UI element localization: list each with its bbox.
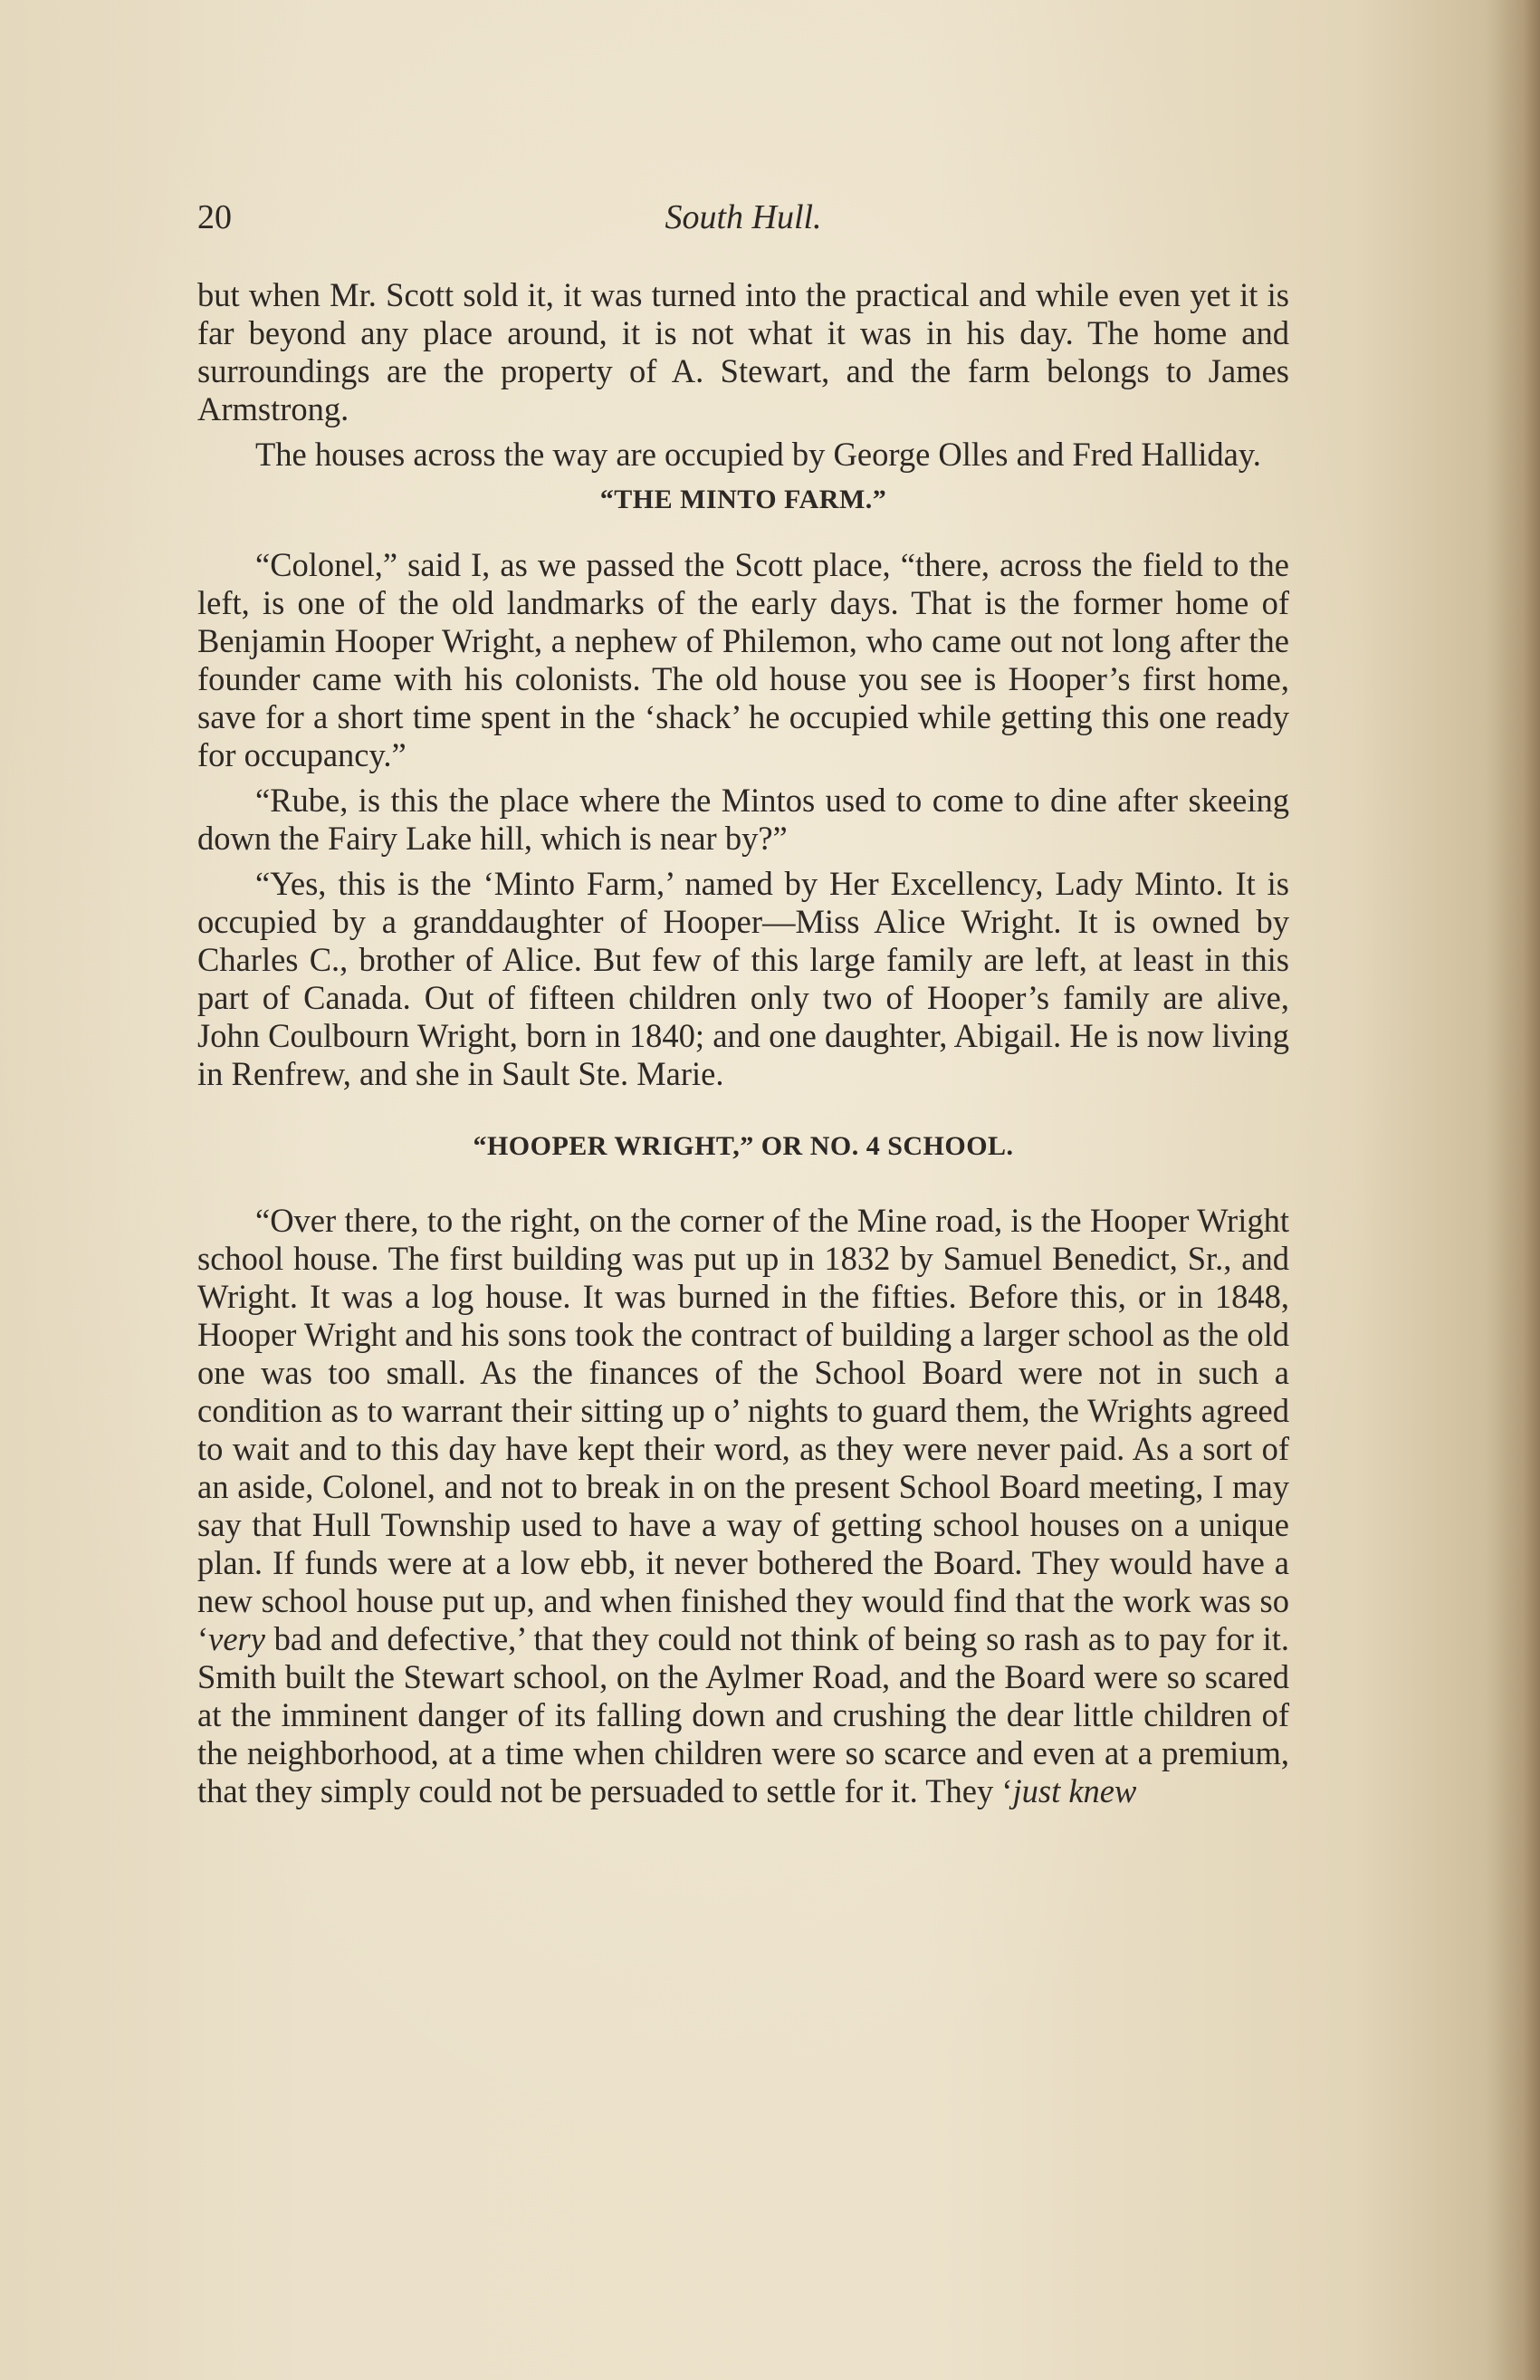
paragraph-colonel: “Colonel,” said I, as we passed the Scott place, “there, across the field to the left, is one of the old landmarks of the early days. That is the former home of Benjamin Hooper Wright, a nephew of Philemon, who came out not long after the founder came with his colonists. The old house you see is Hooper’s first home, save for a short time spent in the ‘shack’ he occupied while getting this one ready for occupancy.”: [197, 546, 1289, 773]
paragraph-school-text-2: bad and defective,’ that they could not think of being so rash as to pay for it. Smith built the Stewart school, on the Aylmer Road, and the Board were so scared at the imminent danger of its falling down and crushing the dear little children of the neighborhood, at a time when children were so scarce and even at a premium, that they simply could not be persuaded to settle for it. They ‘: [197, 1620, 1289, 1809]
section-heading-hooper-wright-school: “HOOPER WRIGHT,” OR NO. 4 SCHOOL.: [473, 1131, 1014, 1161]
page-header: [197, 190, 1289, 245]
page-body: [197, 276, 1289, 1818]
paragraph-school-text-1: “Over there, to the right, on the corner of the Mine road, is the Hooper Wright school house. The first building was put up in 1832 by Samuel Benedict, Sr., and Wright. It was a log house. It was burned in the fifties. Before this, or in 1848, Hooper Wright and his sons took the contract of building a larger school as the old one was too small. As the finances of the School Board were not in such a condition as to warrant their sitting up o’ nights to guard them, the Wrights agreed to wait and to this day have kept their word, as they were never paid. As a sort of an aside, Colonel, and not to break in on the present School Board meeting, I may say that Hull Township used to have a way of getting school houses on a unique plan. If funds were at a low ebb, it never bothered the Board. They would have a new school house put up, and when finished they would find that the work was so ‘: [197, 1202, 1289, 1657]
paragraph-school-house: [197, 1202, 1289, 1810]
emphasis-just-knew: just knew: [1012, 1772, 1137, 1809]
paragraph-minto-farm: “Yes, this is the ‘Minto Farm,’ named by Her Excellency, Lady Minto. It is occupied by a granddaughter of Hooper—Miss Alice Wright. It is owned by Charles C., brother of Alice. But few of this large family are left, at least in this part of Canada. Out of fifteen children only two of Hooper’s family are alive, John Coulbourn Wright, born in 1840; and one daughter, Abigail. He is now living in Renfrew, and she in Sault Ste. Marie.: [197, 865, 1289, 1092]
page-number: 20: [197, 198, 232, 236]
paragraph-rube-question: “Rube, is this the place where the Mintos used to come to dine after skeeing down the Fairy Lake hill, which is near by?”: [197, 782, 1289, 857]
page-edge-shadow: [1486, 0, 1540, 2380]
paragraph-houses: The houses across the way are occupied by George Olles and Fred Halliday.: [255, 436, 1261, 473]
section-heading-minto-farm: “THE MINTO FARM.”: [599, 485, 887, 514]
emphasis-very: very: [208, 1620, 265, 1657]
paragraph-continuation: but when Mr. Scott sold it, it was turned into the practical and while even yet it is far beyond any place around, it is not what it was in his day. The home and surroundings are the property of A. Stewart, and the farm belongs to James Armstrong.: [197, 276, 1289, 427]
running-title: South Hull.: [665, 198, 822, 236]
